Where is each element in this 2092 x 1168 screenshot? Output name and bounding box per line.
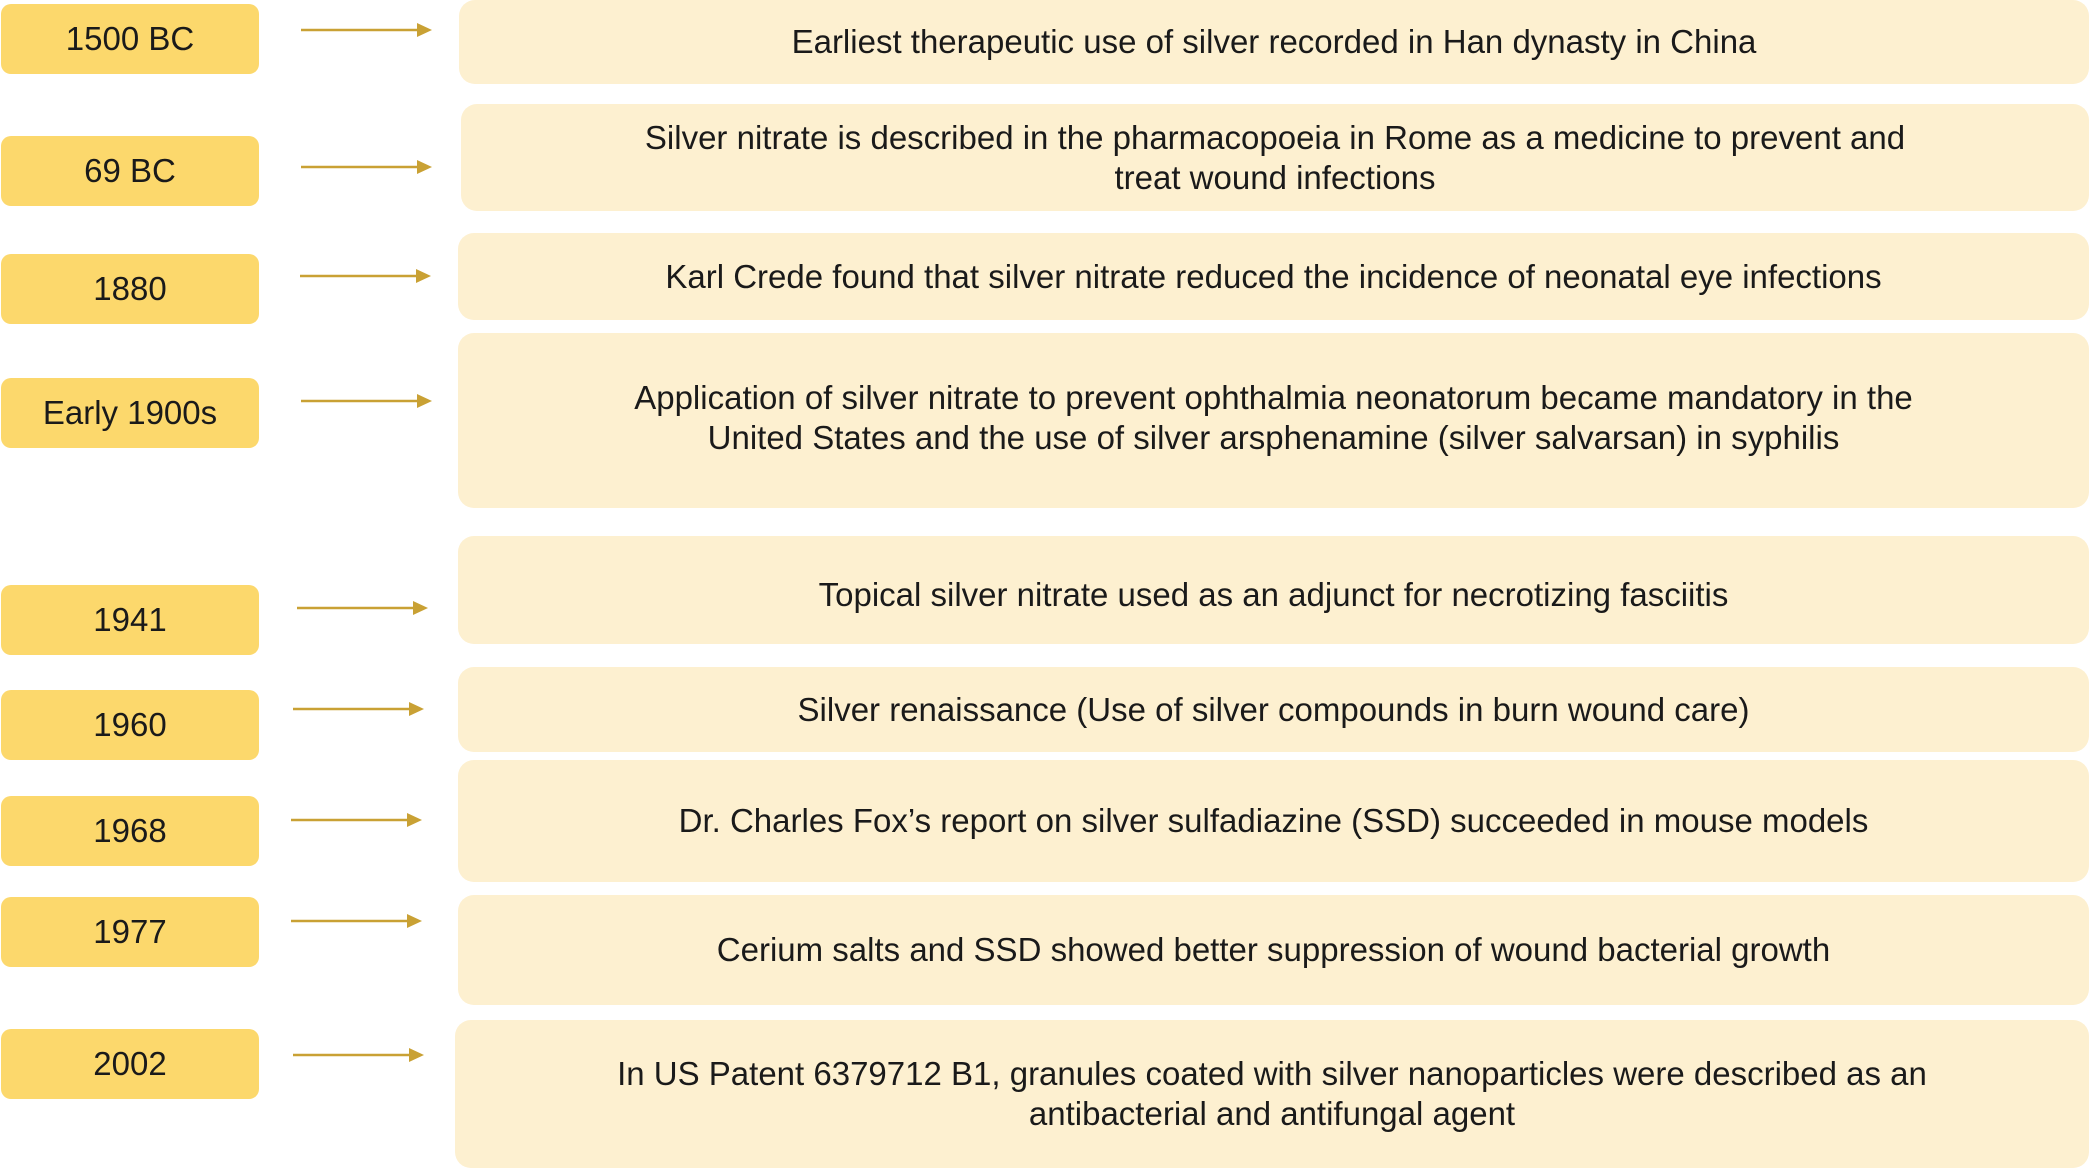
event-box (458, 760, 2089, 882)
year-label: 69 BC (1, 136, 259, 206)
year-label: 1968 (1, 796, 259, 866)
event-box (459, 0, 2089, 84)
year-label: 1977 (1, 897, 259, 967)
event-description: Silver renaissance (Use of silver compounds in burn wound care) (797, 690, 1750, 728)
arrow-icon (293, 1045, 425, 1065)
event-description: Topical silver nitrate used as an adjunct for necrotizing fasciitis (818, 576, 1729, 613)
event-description: Cerium salts and SSD showed better suppression of wound bacterial growth (716, 931, 1831, 968)
event-description: Earliest therapeutic use of silver recorded in Han dynasty in China (791, 23, 1757, 60)
event-description: In US Patent 6379712 B1, granules coated with silver nanoparticles were described as an antibacterial and antifungal agent (617, 1055, 1927, 1132)
event-box (458, 233, 2089, 320)
arrow-icon (301, 20, 433, 40)
event-box (458, 333, 2089, 508)
arrow-icon (301, 391, 433, 411)
year-label: 1880 (1, 254, 259, 324)
arrow-icon (297, 598, 429, 618)
year-label: Early 1900s (1, 378, 259, 448)
event-description: Application of silver nitrate to prevent ophthalmia neonatorum became mandatory in the United States and the use of silver arsphenamine (silver salvarsan) in syphilis (634, 379, 1913, 456)
year-label: 1500 BC (1, 4, 259, 74)
event-box (458, 895, 2089, 1005)
arrow-icon (301, 157, 433, 177)
arrow-icon (291, 810, 423, 830)
arrow-icon (293, 699, 425, 719)
year-label: 2002 (1, 1029, 259, 1099)
event-box (455, 1020, 2089, 1168)
arrow-icon (291, 911, 423, 931)
arrow-icon (300, 266, 432, 286)
year-label: 1941 (1, 585, 259, 655)
event-description: Silver nitrate is described in the pharmacopoeia in Rome as a medicine to prevent and treat wound infections (644, 118, 1906, 196)
event-box (458, 536, 2089, 644)
year-label: 1960 (1, 690, 259, 760)
event-box (458, 667, 2089, 752)
event-description: Karl Crede found that silver nitrate reduced the incidence of neonatal eye infections (665, 257, 1882, 295)
event-description: Dr. Charles Fox’s report on silver sulfadiazine (SSD) succeeded in mouse models (678, 802, 1869, 839)
event-box (461, 104, 2089, 211)
